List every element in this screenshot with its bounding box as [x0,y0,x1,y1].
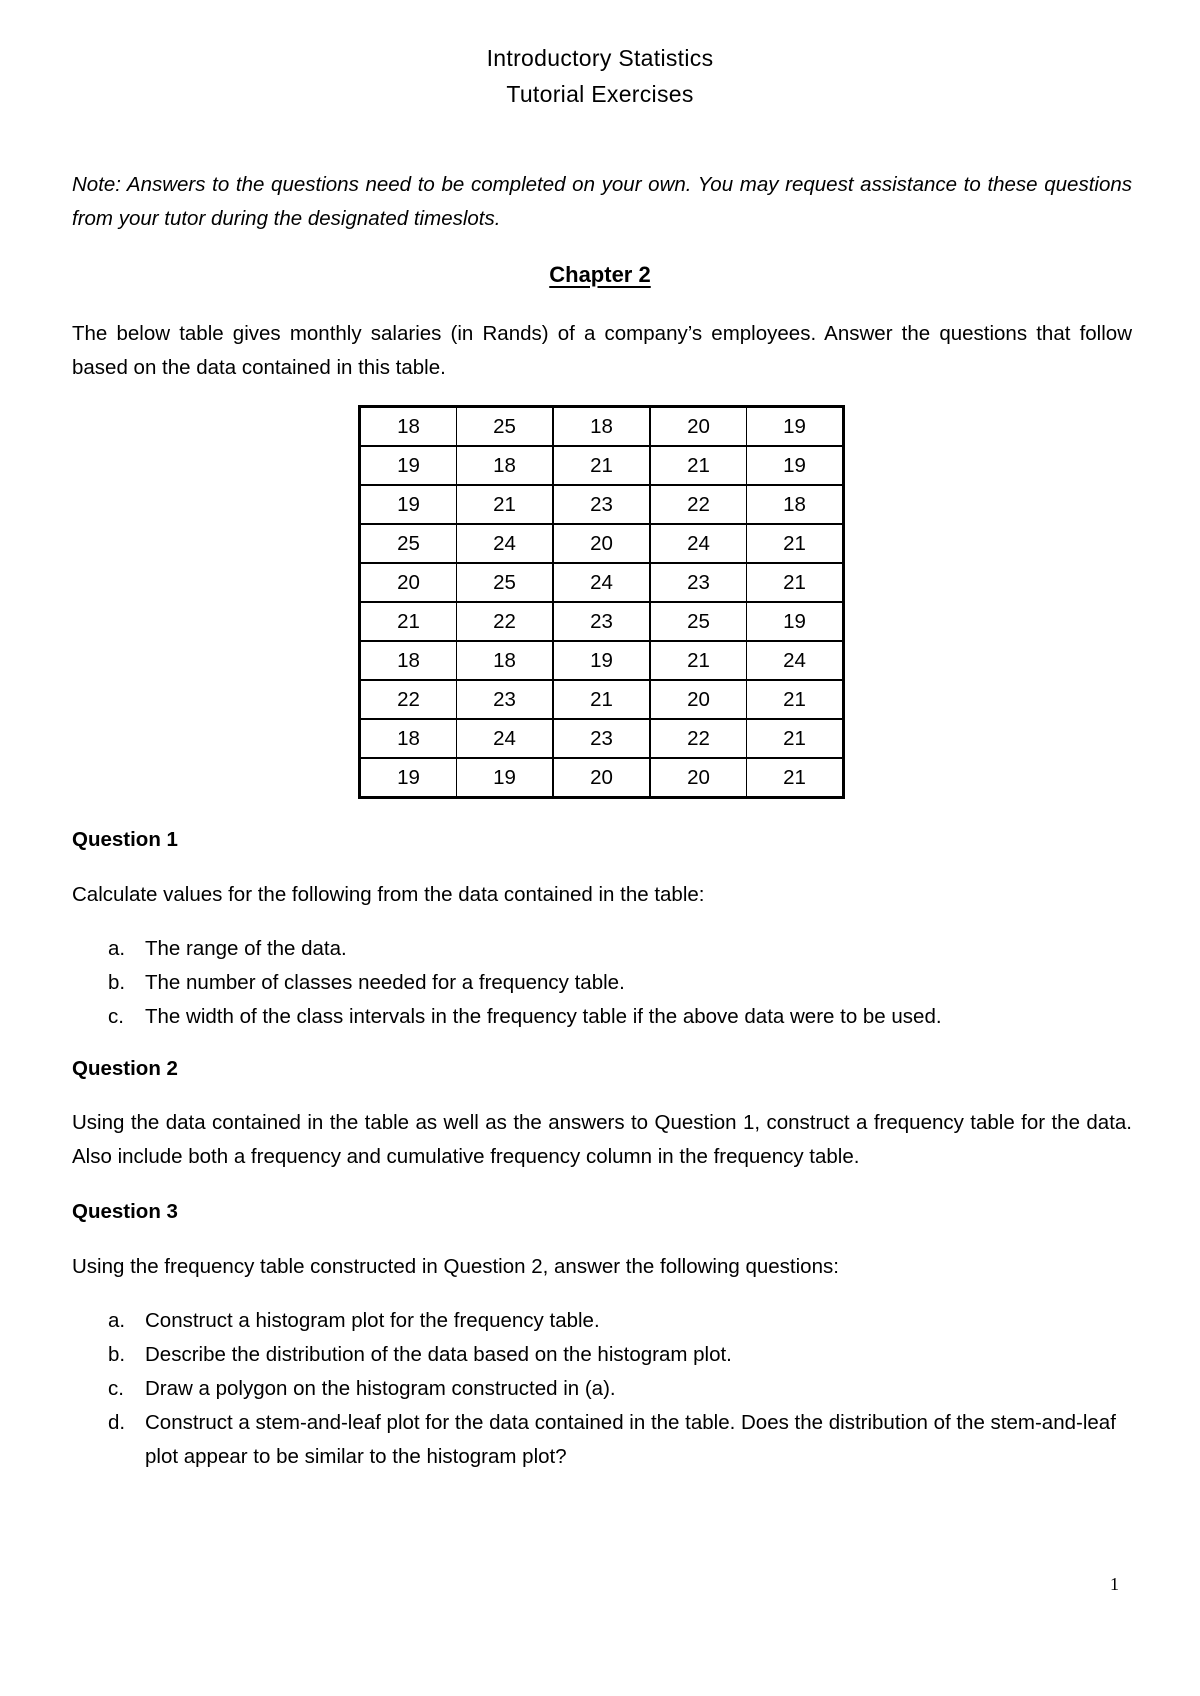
table-row [360,719,844,758]
list-item [72,1338,1132,1372]
title-line-2: Tutorial Exercises [506,81,694,107]
table-row [360,524,844,563]
table-cell: 23 [553,719,650,758]
table-cell: 18 [360,719,457,758]
question-3-heading: Question 3 [72,1200,178,1223]
table-row [360,641,844,680]
list-marker: c. [108,1377,124,1400]
table-cell: 23 [553,485,650,524]
table-cell: 19 [360,485,457,524]
list-marker: b. [108,971,126,994]
table-cell: 20 [553,758,650,798]
page-number: 1 [1110,1574,1119,1594]
list-item [72,1304,1132,1338]
table-cell: 24 [553,563,650,602]
title-line-1: Introductory Statistics [486,45,714,71]
table-cell: 18 [360,407,457,447]
list-item [72,1372,1132,1406]
list-marker: a. [108,937,126,960]
list-item [72,932,1132,966]
table-cell: 18 [553,407,650,447]
table-cell: 24 [457,719,554,758]
list-item-text: The width of the class intervals in the frequency table if the above data were to be used. [145,1005,942,1028]
table-cell: 23 [457,680,554,719]
table-cell: 19 [747,407,844,447]
table-row [360,407,844,447]
table-cell: 21 [360,602,457,641]
table-cell: 21 [747,524,844,563]
table-row [360,446,844,485]
table-cell: 21 [650,641,747,680]
list-item-text: Describe the distribution of the data based on the histogram plot. [145,1343,732,1366]
table-cell: 21 [747,680,844,719]
table-cell: 19 [360,446,457,485]
list-item-text: The number of classes needed for a frequency table. [145,971,625,994]
salary-data-table [358,405,845,799]
list-marker: a. [108,1309,126,1332]
list-item-text: Construct a histogram plot for the frequency table. [145,1309,600,1332]
table-cell: 18 [457,641,554,680]
chapter-intro-paragraph: The below table gives monthly salaries (in Rands) of a company’s employees. Answer the questions that follow based on the data contained in this table. [72,322,1132,379]
table-row [360,485,844,524]
question-1-list [72,932,1132,1034]
table-cell: 19 [747,602,844,641]
table-row [360,563,844,602]
table-cell: 25 [360,524,457,563]
list-marker: b. [108,1343,126,1366]
question-1-text: Calculate values for the following from the data contained in the table: [72,883,705,906]
list-item-text: Construct a stem-and-leaf plot for the data contained in the table. Does the distribution of the stem-and-leaf plot appear to be similar to the histogram plot? [145,1411,1116,1468]
table-cell: 20 [553,524,650,563]
list-item-text: The range of the data. [145,937,347,960]
table-cell: 19 [747,446,844,485]
table-cell: 23 [650,563,747,602]
table-cell: 20 [650,758,747,798]
table-cell: 20 [650,407,747,447]
table-cell: 19 [457,758,554,798]
table-cell: 25 [650,602,747,641]
table-cell: 21 [457,485,554,524]
note-paragraph: Note: Answers to the questions need to be completed on your own. You may request assistance to these questions from your tutor during the designated timeslots. [72,173,1132,230]
table-row [360,758,844,798]
question-1-heading: Question 1 [72,828,178,851]
table-row [360,602,844,641]
document-title [0,40,1200,112]
table-cell: 19 [360,758,457,798]
table-cell: 24 [650,524,747,563]
list-item [72,1406,1132,1474]
table-cell: 21 [553,446,650,485]
table-cell: 20 [650,680,747,719]
question-3-list [72,1304,1132,1474]
table-cell: 18 [457,446,554,485]
table-cell: 21 [553,680,650,719]
list-item-text: Draw a polygon on the histogram constructed in (a). [145,1377,616,1400]
table-cell: 25 [457,563,554,602]
table-cell: 18 [360,641,457,680]
table-cell: 22 [650,719,747,758]
table-cell: 21 [747,563,844,602]
table-cell: 24 [457,524,554,563]
table-cell: 18 [747,485,844,524]
table-cell: 21 [650,446,747,485]
table-cell: 20 [360,563,457,602]
table-cell: 23 [553,602,650,641]
table-cell: 24 [747,641,844,680]
list-marker: c. [108,1005,124,1028]
question-2-heading: Question 2 [72,1057,178,1080]
table-cell: 21 [747,719,844,758]
list-item [72,966,1132,1000]
chapter-heading: Chapter 2 [549,262,651,287]
table-cell: 19 [553,641,650,680]
list-marker: d. [108,1411,126,1434]
table-cell: 22 [650,485,747,524]
table-row [360,680,844,719]
list-item [72,1000,1132,1034]
question-3-text: Using the frequency table constructed in Question 2, answer the following questions: [72,1255,839,1278]
table-cell: 25 [457,407,554,447]
table-cell: 22 [457,602,554,641]
table-cell: 21 [747,758,844,798]
question-2-text: Using the data contained in the table as well as the answers to Question 1, construct a frequency table for the data. Also include both a frequency and cumulative frequency column in the frequency table. [72,1111,1132,1168]
table-cell: 22 [360,680,457,719]
